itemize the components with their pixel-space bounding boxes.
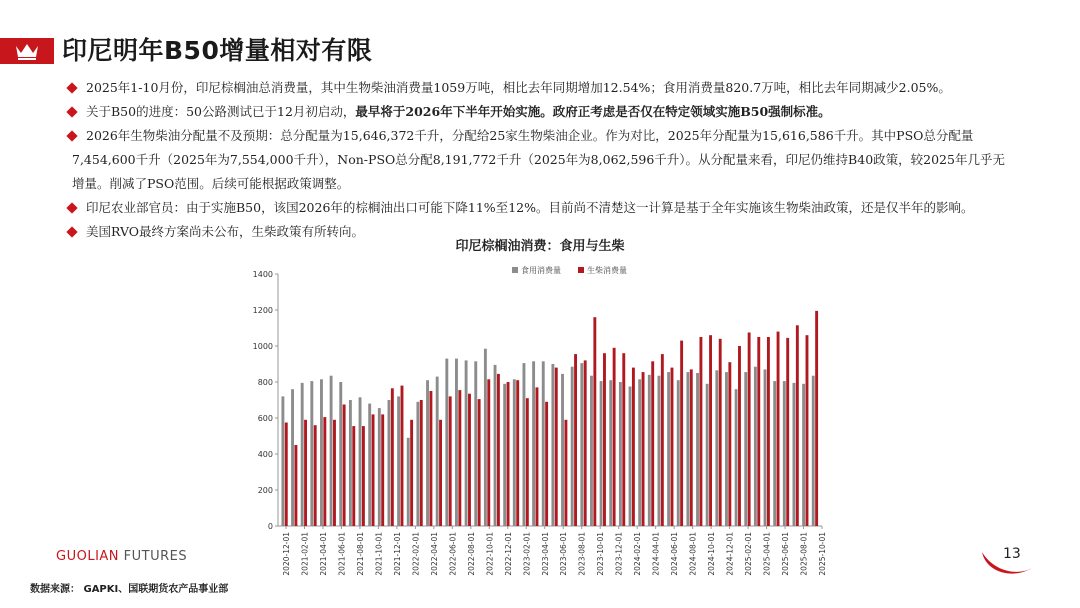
food-consumption-bar — [619, 382, 622, 526]
biodiesel-consumption-bar — [420, 400, 423, 526]
biodiesel-consumption-bar — [391, 388, 394, 526]
biodiesel-consumption-bar — [777, 332, 780, 526]
food-consumption-bar — [686, 372, 689, 526]
y-tick-label: 800 — [257, 378, 273, 387]
x-tick-label: 2025-08-01 — [799, 532, 809, 576]
biodiesel-consumption-bar — [738, 346, 741, 526]
food-consumption-bar — [465, 360, 468, 526]
biodiesel-consumption-bar — [796, 325, 799, 526]
food-consumption-bar — [503, 384, 506, 526]
biodiesel-consumption-bar — [748, 333, 751, 527]
food-consumption-bar — [658, 376, 661, 526]
food-consumption-bar — [281, 396, 284, 526]
bullet-bold-text: 最早将于2026年下半年开始实施。政府正考虑是否仅在特定领域实施B50强制标准。 — [355, 104, 831, 119]
x-tick-label: 2022-08-01 — [466, 532, 476, 576]
food-consumption-bar — [426, 380, 429, 526]
biodiesel-consumption-bar — [661, 354, 664, 526]
bullet-text: 2025年1-10月份，印尼棕榈油总消费量，其中生物柴油消费量1059万吨，相比去年同期增加12.54%；食用消费量820.7万吨，相比去年同期减少2.05%。 — [86, 80, 951, 95]
food-consumption-bar — [764, 369, 767, 526]
bullet-text: 关于B50的进度：50公路测试已于12月初启动， — [86, 104, 356, 119]
biodiesel-consumption-bar — [516, 380, 519, 526]
biodiesel-consumption-bar — [410, 420, 413, 526]
x-tick-label: 2024-02-01 — [633, 532, 643, 576]
food-consumption-bar — [445, 359, 448, 526]
biodiesel-consumption-bar — [603, 353, 606, 526]
food-consumption-bar — [320, 379, 323, 526]
biodiesel-consumption-bar — [458, 390, 461, 526]
page-number: 13 — [1003, 546, 1021, 562]
food-consumption-bar — [474, 361, 477, 526]
biodiesel-consumption-bar — [690, 369, 693, 526]
x-tick-label: 2024-10-01 — [707, 532, 717, 576]
food-consumption-bar — [532, 361, 535, 526]
biodiesel-consumption-bar — [728, 362, 731, 526]
biodiesel-consumption-bar — [709, 335, 712, 526]
crown-icon — [14, 42, 40, 60]
legend-bio-swatch — [578, 267, 584, 273]
y-tick-label: 400 — [257, 450, 273, 459]
x-tick-label: 2021-06-01 — [337, 532, 347, 576]
x-tick-label: 2022-12-01 — [503, 532, 513, 576]
food-consumption-bar — [494, 365, 497, 526]
diamond-bullet-icon — [66, 202, 77, 213]
biodiesel-consumption-bar — [815, 311, 818, 526]
biodiesel-consumption-bar — [574, 354, 577, 526]
biodiesel-consumption-bar — [507, 382, 510, 526]
bullet-text: 印尼农业部官员：由于实施B50，该国2026年的棕榈油出口可能下降11%至12%。目前尚不清楚这一计算是基于全年实施该生物柴油政策，还是仅半年的影响。 — [86, 200, 974, 215]
x-tick-label: 2023-10-01 — [596, 532, 606, 576]
biodiesel-consumption-bar — [767, 337, 770, 526]
brand-name-a: GUOLIAN — [56, 549, 120, 564]
biodiesel-consumption-bar — [439, 420, 442, 526]
biodiesel-consumption-bar — [786, 338, 789, 526]
food-consumption-bar — [773, 381, 776, 526]
food-consumption-bar — [590, 376, 593, 526]
biodiesel-consumption-bar — [651, 361, 654, 526]
food-consumption-bar — [378, 408, 381, 526]
biodiesel-consumption-bar — [372, 414, 375, 526]
biodiesel-consumption-bar — [536, 387, 539, 526]
food-consumption-bar — [397, 396, 400, 526]
biodiesel-consumption-bar — [362, 426, 365, 526]
y-tick-label: 1200 — [252, 306, 273, 315]
food-consumption-bar — [609, 380, 612, 526]
bullet-item — [66, 124, 1056, 196]
food-consumption-bar — [802, 384, 805, 526]
x-tick-label: 2025-02-01 — [744, 532, 754, 576]
food-consumption-bar — [330, 376, 333, 526]
biodiesel-consumption-bar — [487, 379, 490, 526]
food-consumption-bar — [600, 381, 603, 526]
food-consumption-bar — [706, 384, 709, 526]
food-consumption-bar — [629, 387, 632, 527]
food-consumption-bar — [696, 373, 699, 526]
bullet-text-line: 2026年生物柴油分配量不及预期：总分配量为15,646,372千升，分配给25家生物柴油企业。作为对比，2025年分配量为15,616,586千升。其中PSO总分配量 — [86, 128, 974, 143]
y-tick-label: 200 — [257, 486, 273, 495]
biodiesel-consumption-bar — [555, 368, 558, 526]
food-consumption-bar — [735, 389, 738, 526]
biodiesel-consumption-bar — [285, 423, 288, 527]
food-consumption-bar — [523, 363, 526, 526]
x-tick-label: 2025-10-01 — [818, 532, 827, 576]
x-tick-label: 2021-02-01 — [300, 532, 310, 576]
food-consumption-bar — [648, 375, 651, 526]
y-tick-label: 1400 — [252, 270, 273, 279]
diamond-bullet-icon — [66, 130, 77, 141]
brand-name-b: FUTURES — [119, 549, 188, 564]
food-consumption-bar — [436, 377, 439, 526]
biodiesel-consumption-bar — [757, 337, 760, 526]
x-tick-label: 2023-12-01 — [614, 532, 624, 576]
food-consumption-bar — [783, 381, 786, 526]
food-consumption-bar — [754, 367, 757, 526]
food-consumption-bar — [310, 381, 313, 526]
consumption-bar-chart — [250, 258, 830, 578]
food-consumption-bar — [416, 402, 419, 526]
x-tick-label: 2021-10-01 — [374, 532, 384, 576]
biodiesel-consumption-bar — [352, 426, 355, 526]
food-consumption-bar — [339, 382, 342, 526]
bullet-item — [66, 196, 1056, 220]
biodiesel-consumption-bar — [449, 396, 452, 526]
biodiesel-consumption-bar — [497, 374, 500, 526]
biodiesel-consumption-bar — [545, 402, 548, 526]
biodiesel-consumption-bar — [699, 337, 702, 526]
x-tick-label: 2021-04-01 — [318, 532, 328, 576]
food-consumption-bar — [638, 379, 641, 526]
biodiesel-consumption-bar — [314, 425, 317, 526]
x-tick-label: 2023-04-01 — [540, 532, 550, 576]
food-consumption-bar — [542, 361, 545, 526]
legend-bio-label: 生柴消费量 — [587, 266, 627, 275]
food-consumption-bar — [793, 383, 796, 526]
food-consumption-bar — [580, 363, 583, 526]
x-tick-label: 2021-08-01 — [355, 532, 365, 576]
x-tick-label: 2020-12-01 — [282, 532, 291, 576]
food-consumption-bar — [571, 367, 574, 526]
legend-food-label: 食用消费量 — [521, 266, 561, 275]
bullet-item — [66, 76, 1056, 100]
biodiesel-consumption-bar — [622, 353, 625, 526]
biodiesel-consumption-bar — [806, 335, 809, 526]
biodiesel-consumption-bar — [381, 414, 384, 526]
biodiesel-consumption-bar — [294, 445, 297, 526]
x-tick-label: 2023-06-01 — [559, 532, 569, 576]
food-consumption-bar — [715, 370, 718, 526]
bullet-text: 美国RVO最终方案尚未公布，生柴政策有所转向。 — [86, 224, 365, 239]
biodiesel-consumption-bar — [429, 391, 432, 526]
bullet-list — [66, 76, 1056, 244]
title-bar — [0, 34, 1080, 68]
biodiesel-consumption-bar — [680, 341, 683, 526]
x-tick-label: 2024-12-01 — [725, 532, 735, 576]
x-tick-label: 2022-02-01 — [411, 532, 421, 576]
food-consumption-bar — [677, 380, 680, 526]
bullet-text-line: 增量。削减了PSO范围。后续可能根据政策调整。 — [72, 176, 350, 191]
food-consumption-bar — [513, 379, 516, 526]
food-consumption-bar — [455, 359, 458, 526]
food-consumption-bar — [407, 438, 410, 526]
food-consumption-bar — [551, 364, 554, 526]
food-consumption-bar — [301, 383, 304, 526]
x-tick-label: 2022-06-01 — [448, 532, 458, 576]
y-tick-label: 1000 — [252, 342, 273, 351]
x-tick-label: 2023-02-01 — [522, 532, 532, 576]
bullet-item — [66, 100, 1056, 124]
food-consumption-bar — [744, 372, 747, 526]
bullet-text-line: 7,454,600千升（2025年为7,554,000千升），Non-PSO总分配8,191,772千升（2025年为8,062,596千升）。从分配量来看，印尼仍维持B40政策，较2025年几乎无 — [72, 152, 1005, 167]
biodiesel-consumption-bar — [719, 339, 722, 526]
food-consumption-bar — [812, 376, 815, 526]
biodiesel-consumption-bar — [401, 386, 404, 526]
biodiesel-consumption-bar — [323, 417, 326, 526]
legend-food-swatch — [512, 267, 518, 273]
biodiesel-consumption-bar — [478, 399, 481, 526]
x-tick-label: 2024-04-01 — [651, 532, 661, 576]
brand-logo-text — [56, 549, 187, 564]
food-consumption-bar — [359, 397, 362, 526]
x-tick-label: 2022-04-01 — [429, 532, 439, 576]
biodiesel-consumption-bar — [642, 372, 645, 526]
biodiesel-consumption-bar — [343, 405, 346, 527]
food-consumption-bar — [349, 400, 352, 526]
x-tick-label: 2024-08-01 — [688, 532, 698, 576]
biodiesel-consumption-bar — [304, 420, 307, 526]
food-consumption-bar — [388, 400, 391, 526]
food-consumption-bar — [561, 374, 564, 526]
biodiesel-consumption-bar — [468, 394, 471, 526]
biodiesel-consumption-bar — [526, 398, 529, 526]
food-consumption-bar — [484, 349, 487, 526]
biodiesel-consumption-bar — [632, 368, 635, 526]
biodiesel-consumption-bar — [333, 420, 336, 526]
x-tick-label: 2023-08-01 — [577, 532, 587, 576]
food-consumption-bar — [725, 372, 728, 526]
biodiesel-consumption-bar — [593, 317, 596, 526]
x-tick-label: 2025-04-01 — [762, 532, 772, 576]
biodiesel-consumption-bar — [671, 368, 674, 526]
biodiesel-consumption-bar — [584, 360, 587, 526]
x-tick-label: 2024-06-01 — [670, 532, 680, 576]
food-consumption-bar — [667, 372, 670, 526]
logo-crown-box — [0, 38, 54, 64]
data-source: 数据来源： GAPKI、国联期货农产品事业部 — [30, 584, 229, 595]
y-tick-label: 600 — [257, 414, 273, 423]
x-tick-label: 2022-10-01 — [485, 532, 495, 576]
biodiesel-consumption-bar — [564, 420, 567, 526]
food-consumption-bar — [368, 404, 371, 526]
page-title: 印尼明年B50增量相对有限 — [62, 36, 373, 65]
y-tick-label: 0 — [267, 522, 273, 531]
diamond-bullet-icon — [66, 106, 77, 117]
food-consumption-bar — [291, 389, 294, 526]
chart-title: 印尼棕榈油消费：食用与生柴 — [455, 239, 625, 254]
x-tick-label: 2025-06-01 — [781, 532, 791, 576]
biodiesel-consumption-bar — [613, 348, 616, 526]
diamond-bullet-icon — [66, 82, 77, 93]
x-tick-label: 2021-12-01 — [392, 532, 402, 576]
